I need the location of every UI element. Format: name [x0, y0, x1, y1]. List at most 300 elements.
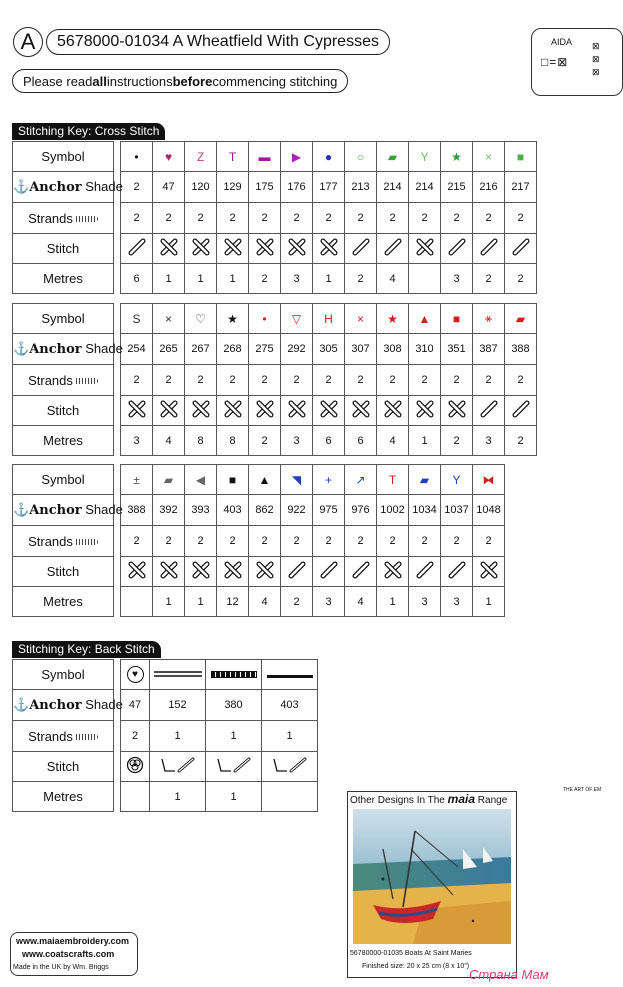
shade-cell: 392	[153, 495, 185, 526]
metres-cell: 8	[217, 426, 249, 456]
strands-word: Strands	[28, 728, 73, 744]
watermark: Страна Мам	[469, 967, 549, 982]
row-label-symbol: Symbol	[13, 142, 114, 172]
symbol-cell	[441, 465, 473, 495]
symbol-cell	[185, 142, 217, 172]
boats-painting-thumbnail	[353, 809, 511, 944]
strands-cell: 2	[377, 365, 409, 396]
full-cross-stitch-icon	[415, 399, 435, 419]
color-symbol-icon: ★	[451, 149, 462, 164]
website-link-coats[interactable]: www.coatscrafts.com	[22, 949, 115, 959]
back-strands: 2	[121, 721, 150, 752]
color-symbol-icon: ◥	[291, 472, 302, 487]
strands-cell: 2	[473, 526, 505, 557]
needle-icon	[76, 539, 98, 545]
other-designs-title	[350, 792, 507, 806]
strands-cell: 2	[185, 526, 217, 557]
metres-cell: 3	[441, 587, 473, 617]
section-letter-badge	[13, 27, 43, 57]
color-symbol-icon: ×	[484, 149, 492, 164]
symbol-cell	[473, 465, 505, 495]
shade-cell: 305	[313, 334, 345, 365]
cross-stitch-table-3	[12, 464, 505, 617]
strands-cell: 2	[217, 203, 249, 234]
stitch-row	[13, 396, 537, 426]
full-cross-stitch-icon	[255, 237, 275, 257]
back-symbol-heart-circle	[121, 660, 150, 690]
metres-cell: 3	[473, 426, 505, 456]
aida-label: AIDA	[551, 37, 573, 47]
metres-cell: 1	[153, 264, 185, 294]
made-in-note: Made in the UK by Wm. Briggs	[13, 964, 109, 971]
stitch-cell	[473, 234, 505, 264]
shade-cell: 217	[505, 172, 537, 203]
row-label-anchor-shade	[13, 172, 123, 203]
symbol-cell	[153, 465, 185, 495]
anchor-word: Anchor	[29, 342, 82, 357]
gap-cell	[114, 304, 121, 334]
color-symbol-icon: ⚹	[484, 311, 493, 325]
shade-cell: 213	[345, 172, 377, 203]
back-metres	[121, 782, 150, 812]
row-label-metres: Metres	[13, 587, 114, 617]
symbol-cell	[409, 304, 441, 334]
color-symbol-icon: ▲	[418, 311, 431, 326]
note-bold-before: before	[172, 73, 213, 89]
metres-cell: 3	[281, 426, 313, 456]
strands-cell: 2	[441, 365, 473, 396]
back-stitch-cell	[262, 752, 318, 782]
shade-cell: 1002	[377, 495, 409, 526]
metres-cell	[409, 264, 441, 294]
shade-cell: 267	[185, 334, 217, 365]
full-cross-stitch-icon	[159, 560, 179, 580]
anchor-word: Anchor	[29, 698, 82, 713]
stitch-cell	[505, 234, 537, 264]
strands-cell: 2	[313, 365, 345, 396]
stitch-cell	[121, 396, 153, 426]
symbol-row	[13, 142, 537, 172]
shade-cell: 275	[249, 334, 281, 365]
stitch-cell	[185, 557, 217, 587]
color-symbol-icon: ⧓	[482, 472, 495, 487]
strands-cell: 2	[473, 203, 505, 234]
shade-cell: 268	[217, 334, 249, 365]
shade-cell: 1048	[473, 495, 505, 526]
metres-cell: 8	[185, 426, 217, 456]
metres-cell: 12	[217, 587, 249, 617]
strands-cell: 2	[153, 526, 185, 557]
strands-cell: 2	[441, 203, 473, 234]
shade-cell: 310	[409, 334, 441, 365]
strands-cell: 2	[409, 526, 441, 557]
gap-cell	[114, 526, 121, 557]
metres-cell: 1	[409, 426, 441, 456]
shade-cell: 120	[185, 172, 217, 203]
half-cross-stitch-icon	[351, 560, 371, 580]
chart-title: 5678000-01034 A Wheatfield With Cypresses	[46, 29, 390, 55]
row-label-metres: Metres	[13, 426, 114, 456]
color-symbol-icon: ■	[452, 311, 461, 326]
color-symbol-icon: ■	[516, 149, 525, 164]
full-cross-stitch-icon	[191, 399, 211, 419]
shade-word: Shade	[85, 179, 123, 194]
stitch-cell	[377, 557, 409, 587]
symbol-cell	[217, 142, 249, 172]
stitch-cell	[249, 396, 281, 426]
shade-cell: 175	[249, 172, 281, 203]
color-symbol-icon: ♡	[195, 311, 206, 326]
shade-row	[13, 334, 537, 365]
symbol-cell	[313, 465, 345, 495]
strands-cell: 2	[281, 203, 313, 234]
color-symbol-icon: Y	[420, 149, 429, 164]
stitch-cell	[121, 234, 153, 264]
full-cross-stitch-icon	[415, 237, 435, 257]
back-shade: 47	[121, 690, 150, 721]
metres-cell: 4	[345, 587, 377, 617]
symbol-cell	[441, 304, 473, 334]
half-cross-stitch-icon	[479, 399, 499, 419]
strands-cell: 2	[377, 203, 409, 234]
gap-cell	[114, 426, 121, 456]
anchor-word: Anchor	[29, 503, 82, 518]
anchor-logo: ⚓Anchor	[13, 180, 82, 195]
stitch-cell	[153, 234, 185, 264]
metres-cell: 2	[281, 587, 313, 617]
metres-row	[13, 264, 537, 294]
metres-cell: 2	[505, 426, 537, 456]
back-strands-row	[13, 721, 318, 752]
metres-cell: 2	[345, 264, 377, 294]
color-symbol-icon: T	[388, 472, 397, 487]
gap-cell	[114, 396, 121, 426]
strands-row	[13, 203, 537, 234]
symbol-cell	[409, 465, 441, 495]
color-symbol-icon: S	[132, 311, 141, 326]
strands-cell: 2	[121, 526, 153, 557]
full-cross-stitch-icon	[191, 560, 211, 580]
symbol-cell	[505, 304, 537, 334]
metres-cell: 1	[153, 587, 185, 617]
stitch-cell	[217, 557, 249, 587]
strands-cell: 2	[505, 203, 537, 234]
shade-word: Shade	[85, 502, 123, 517]
gap-cell	[114, 203, 121, 234]
gap-cell	[114, 234, 121, 264]
symbol-cell	[121, 465, 153, 495]
back-symbol-beaded-line	[206, 660, 262, 690]
gap-cell	[114, 557, 121, 587]
strands-cell: 2	[345, 526, 377, 557]
gap-cell	[114, 587, 121, 617]
stitch-row	[13, 234, 537, 264]
symbol-cell	[377, 142, 409, 172]
strands-cell: 2	[249, 365, 281, 396]
symbol-cell	[217, 465, 249, 495]
metres-cell: 3	[121, 426, 153, 456]
shade-word: Shade	[85, 341, 123, 356]
color-symbol-icon: ○	[356, 149, 365, 164]
full-cross-stitch-icon	[447, 399, 467, 419]
symbol-cell	[185, 304, 217, 334]
color-symbol-icon: ▶	[291, 149, 302, 164]
back-symbol-thick-line	[262, 660, 318, 690]
shade-cell: 254	[121, 334, 153, 365]
shade-cell: 292	[281, 334, 313, 365]
stitch-cell	[249, 234, 281, 264]
section-letter: A	[20, 29, 36, 54]
back-stitch-cell	[150, 752, 206, 782]
full-cross-stitch-icon	[223, 560, 243, 580]
back-stitch-french-knot	[121, 752, 150, 782]
metres-cell	[121, 587, 153, 617]
strands-cell: 2	[345, 203, 377, 234]
anchor-word: Anchor	[29, 180, 82, 195]
color-symbol-icon: ●	[324, 149, 333, 164]
metres-cell: 1	[473, 587, 505, 617]
symbol-cell	[313, 142, 345, 172]
back-metres-row	[13, 782, 318, 812]
other-title-post: Range	[475, 795, 508, 806]
stitch-cell	[409, 234, 441, 264]
back-strands: 1	[150, 721, 206, 752]
row-label-strands	[13, 721, 114, 752]
strands-cell: 2	[217, 365, 249, 396]
back-stitch-icon	[159, 755, 197, 775]
shade-cell: 922	[281, 495, 313, 526]
strands-cell: 2	[121, 203, 153, 234]
row-label-stitch: Stitch	[13, 752, 114, 782]
full-cross-stitch-icon	[223, 399, 243, 419]
shade-cell: 214	[377, 172, 409, 203]
stitch-cell	[409, 396, 441, 426]
shade-cell: 129	[217, 172, 249, 203]
half-cross-stitch-icon	[415, 560, 435, 580]
back-stitch-icon	[271, 755, 309, 775]
half-cross-stitch-icon	[447, 560, 467, 580]
strands-cell: 2	[409, 203, 441, 234]
full-cross-stitch-icon	[159, 399, 179, 419]
shade-cell: 47	[153, 172, 185, 203]
anchor-logo: ⚓Anchor	[13, 342, 82, 357]
symbol-cell	[441, 142, 473, 172]
back-stitch-row	[13, 752, 318, 782]
metres-cell: 3	[409, 587, 441, 617]
back-shade: 152	[150, 690, 206, 721]
symbol-cell	[249, 304, 281, 334]
color-symbol-icon: +	[324, 472, 332, 487]
stitch-cell	[377, 396, 409, 426]
row-label-anchor-shade	[13, 690, 123, 721]
strands-row	[13, 526, 505, 557]
shade-cell: 1037	[441, 495, 473, 526]
french-knot-icon	[126, 756, 144, 774]
back-strands: 1	[206, 721, 262, 752]
note-part-1: Please read	[23, 73, 93, 89]
half-cross-stitch-icon	[127, 237, 147, 257]
double-line-icon	[154, 670, 202, 678]
shade-cell: 388	[505, 334, 537, 365]
row-label-stitch: Stitch	[13, 396, 114, 426]
strands-cell: 2	[473, 365, 505, 396]
shade-row	[13, 495, 505, 526]
needle-icon	[76, 216, 98, 222]
stitch-cell	[153, 557, 185, 587]
symbol-cell	[377, 304, 409, 334]
color-symbol-icon: ×	[164, 311, 172, 326]
back-shade: 403	[262, 690, 318, 721]
back-metres: 1	[206, 782, 262, 812]
strands-row	[13, 365, 537, 396]
full-cross-stitch-icon	[319, 237, 339, 257]
strands-cell: 2	[441, 526, 473, 557]
symbol-cell	[313, 304, 345, 334]
half-cross-stitch-icon	[319, 560, 339, 580]
stitch-cell	[473, 557, 505, 587]
shade-row	[13, 172, 537, 203]
color-symbol-icon: T	[228, 149, 237, 164]
half-cross-stitch-icon	[383, 237, 403, 257]
symbol-row	[13, 465, 505, 495]
full-cross-stitch-icon	[383, 399, 403, 419]
metres-cell: 6	[345, 426, 377, 456]
stitch-cell	[153, 396, 185, 426]
stitch-cell	[505, 396, 537, 426]
shade-cell: 216	[473, 172, 505, 203]
color-symbol-icon: Z	[196, 149, 205, 164]
color-symbol-icon: ±	[133, 472, 140, 487]
shade-cell: 215	[441, 172, 473, 203]
stitch-cell	[281, 234, 313, 264]
gap-cell	[114, 721, 121, 752]
stitch-cell	[217, 234, 249, 264]
shade-cell: 308	[377, 334, 409, 365]
half-cross-stitch-icon	[287, 560, 307, 580]
art-of-embroidery-tag: THE ART OF EM	[563, 787, 602, 793]
symbol-cell	[409, 142, 441, 172]
metres-cell: 3	[281, 264, 313, 294]
beaded-line-icon	[211, 671, 257, 678]
stitch-cell	[473, 396, 505, 426]
aida-edge-marks: ⊠ ⊠ ⊠	[592, 41, 600, 77]
thick-line-icon	[267, 675, 313, 678]
metres-cell: 2	[249, 264, 281, 294]
color-symbol-icon: ◀	[195, 472, 206, 487]
stitch-cell	[345, 396, 377, 426]
stitch-cell	[217, 396, 249, 426]
instruction-note	[12, 69, 348, 93]
row-label-symbol: Symbol	[13, 660, 114, 690]
half-cross-stitch-icon	[511, 237, 531, 257]
metres-cell: 1	[185, 587, 217, 617]
shade-cell: 976	[345, 495, 377, 526]
gap-cell	[114, 365, 121, 396]
strands-cell: 2	[185, 203, 217, 234]
row-label-stitch: Stitch	[13, 557, 114, 587]
color-symbol-icon: •	[134, 149, 139, 164]
symbol-cell	[217, 304, 249, 334]
full-cross-stitch-icon	[287, 237, 307, 257]
metres-cell: 4	[377, 264, 409, 294]
symbol-cell	[345, 465, 377, 495]
strands-cell: 2	[153, 365, 185, 396]
metres-cell: 4	[153, 426, 185, 456]
strands-cell: 2	[505, 365, 537, 396]
full-cross-stitch-icon	[223, 237, 243, 257]
strands-cell: 2	[185, 365, 217, 396]
half-cross-stitch-icon	[447, 237, 467, 257]
metres-row	[13, 426, 537, 456]
row-label-stitch: Stitch	[13, 234, 114, 264]
stitch-cell	[441, 234, 473, 264]
strands-cell: 2	[121, 365, 153, 396]
stitch-cell	[185, 396, 217, 426]
website-link-maia[interactable]: www.maiaembroidery.com	[16, 936, 130, 946]
aida-stitch-legend: □=⊠	[541, 55, 569, 69]
symbol-cell	[121, 304, 153, 334]
color-symbol-icon: H	[324, 311, 333, 326]
full-cross-stitch-icon	[255, 399, 275, 419]
symbol-cell	[473, 142, 505, 172]
symbol-cell	[345, 142, 377, 172]
strands-cell: 2	[281, 526, 313, 557]
other-design-size: Finished size: 20 x 25 cm (8 x 10")	[362, 963, 470, 970]
full-cross-stitch-icon	[351, 399, 371, 419]
symbol-cell	[249, 142, 281, 172]
strands-cell: 2	[313, 526, 345, 557]
full-cross-stitch-icon	[383, 560, 403, 580]
color-symbol-icon: ▰	[419, 472, 430, 487]
color-symbol-icon: ▽	[291, 311, 302, 326]
cross-stitch-key-heading: Stitching Key: Cross Stitch	[12, 123, 165, 140]
metres-cell: 6	[121, 264, 153, 294]
row-label-metres: Metres	[13, 782, 114, 812]
metres-cell: 2	[473, 264, 505, 294]
strands-cell: 2	[249, 526, 281, 557]
color-symbol-icon: ▬	[258, 149, 271, 164]
gap-cell	[114, 752, 121, 782]
symbol-cell	[345, 304, 377, 334]
back-metres: 1	[150, 782, 206, 812]
maia-logo-text: maia	[447, 792, 476, 806]
back-symbol-double-line	[150, 660, 206, 690]
gap-cell	[114, 264, 121, 294]
stitch-cell	[313, 396, 345, 426]
gap-cell	[114, 782, 121, 812]
strands-cell: 2	[409, 365, 441, 396]
symbol-cell	[281, 142, 313, 172]
strands-word: Strands	[28, 372, 73, 388]
metres-cell: 4	[249, 587, 281, 617]
cross-stitch-table-1	[12, 141, 537, 294]
color-symbol-icon: Y	[452, 472, 461, 487]
shade-cell: 403	[217, 495, 249, 526]
color-symbol-icon: ↗	[355, 472, 366, 487]
note-part-3: commencing stitching	[212, 73, 338, 89]
back-shade-row	[13, 690, 318, 721]
row-label-strands	[13, 203, 114, 234]
symbol-cell	[281, 465, 313, 495]
anchor-logo: ⚓Anchor	[13, 698, 82, 713]
symbol-cell	[473, 304, 505, 334]
metres-cell: 1	[217, 264, 249, 294]
stitch-cell	[345, 557, 377, 587]
symbol-cell	[249, 465, 281, 495]
row-label-anchor-shade	[13, 334, 123, 365]
color-symbol-icon: ▰	[387, 149, 398, 164]
strands-cell: 2	[345, 365, 377, 396]
